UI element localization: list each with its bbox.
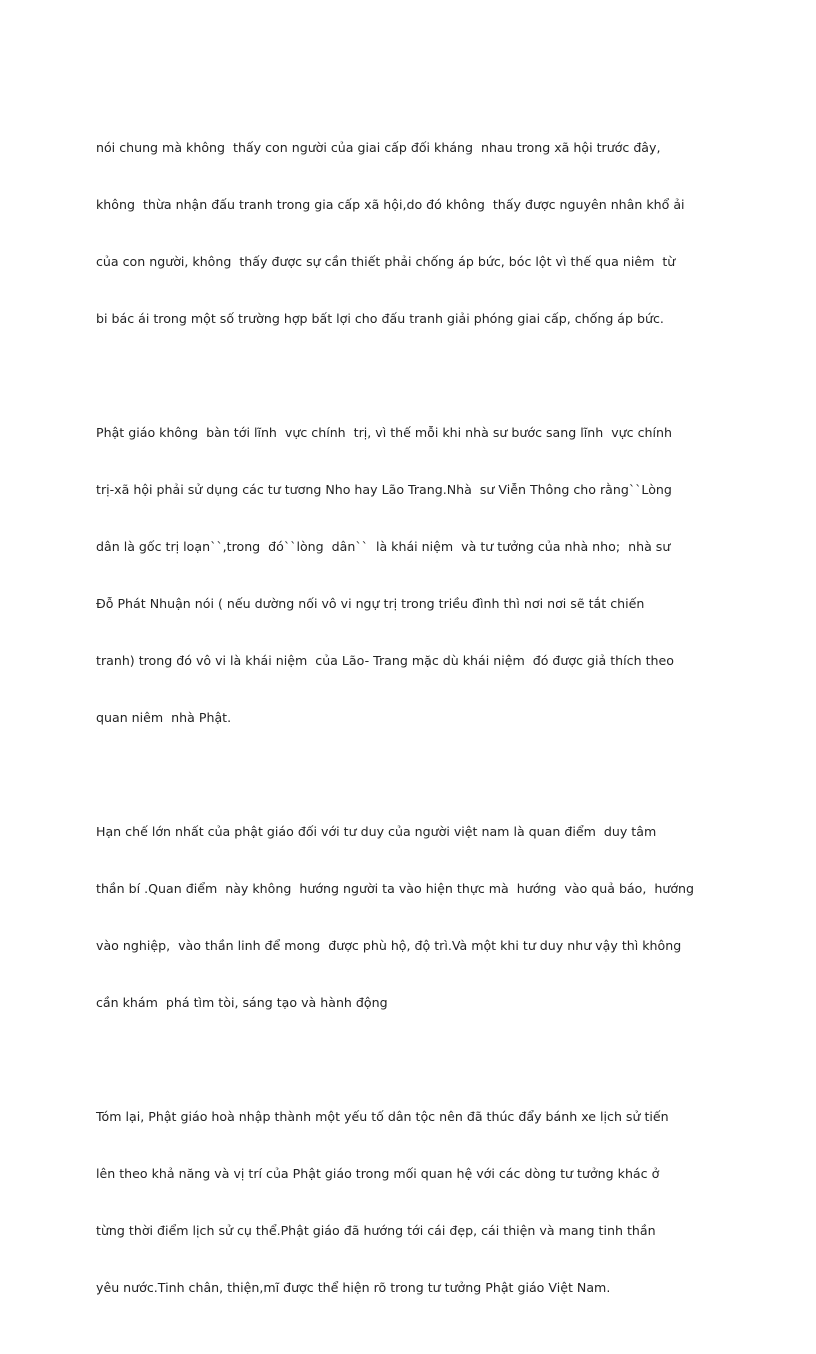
text-line: thần bí .Quan điểm này không hướng người ta vào hiện thực mà hướng vào quả báo, hướng (96, 881, 695, 896)
text-line: nói chung mà không thấy con người của giai cấp đối kháng nhau trong xã hội trước đây, (96, 140, 661, 155)
text-line: tranh) trong đó vô vi là khái niệm của Lão- Trang mặc dù khái niệm đó được giả thích theo (96, 653, 674, 668)
paragraph-4 (96, 1069, 726, 1335)
paragraph-3 (96, 784, 726, 1050)
text-line: từng thời điểm lịch sử cụ thể.Phật giáo đã hướng tới cái đẹp, cái thiện và mang tinh thần (96, 1223, 656, 1238)
text-line: yêu nước.Tinh chân, thiện,mĩ được thể hiện rõ trong tư tưởng Phật giáo Việt Nam. (96, 1280, 611, 1295)
text-line: bi bác ái trong một số trường hợp bất lợi cho đấu tranh giải phóng giai cấp, chống áp bức. (96, 311, 664, 326)
text-line: Đỗ Phát Nhuận nói ( nếu dường nối vô vi ngự trị trong triều đình thì nơi nơi sẽ tắt chiến (96, 596, 645, 611)
paragraph-2 (96, 385, 726, 765)
text-line: cần khám phá tìm tòi, sáng tạo và hành động (96, 995, 388, 1010)
text-line: không thừa nhận đấu tranh trong gia cấp xã hội,do đó không thấy được nguyên nhân khổ ải (96, 197, 685, 212)
text-line: dân là gốc trị loạn``,trong đó``lòng dân`` là khái niệm và tư tưởng của nhà nho; nhà sư (96, 539, 671, 554)
text-line: của con người, không thấy được sự cần thiết phải chống áp bức, bóc lột vì thế qua niêm từ (96, 254, 676, 269)
text-line: quan niêm nhà Phật. (96, 710, 232, 725)
text-line: Hạn chế lớn nhất của phật giáo đối với tư duy của người việt nam là quan điểm duy tâm (96, 824, 657, 839)
text-line: vào nghiệp, vào thần linh để mong được phù hộ, độ trì.Và một khi tư duy như vậy thì không (96, 938, 682, 953)
document-body (96, 100, 726, 1354)
text-line: Tóm lại, Phật giáo hoà nhập thành một yếu tố dân tộc nên đã thúc đẩy bánh xe lịch sử tiến (96, 1109, 669, 1124)
text-line: trị-xã hội phải sử dụng các tư tương Nho hay Lão Trang.Nhà sư Viễn Thông cho rằng``Lòng (96, 482, 672, 497)
text-line: Phật giáo không bàn tới lĩnh vực chính trị, vì thế mỗi khi nhà sư bước sang lĩnh vực chính (96, 425, 672, 440)
paragraph-1 (96, 100, 726, 366)
text-line: lên theo khả năng và vị trí của Phật giáo trong mối quan hệ với các dòng tư tưởng khác ở (96, 1166, 660, 1181)
